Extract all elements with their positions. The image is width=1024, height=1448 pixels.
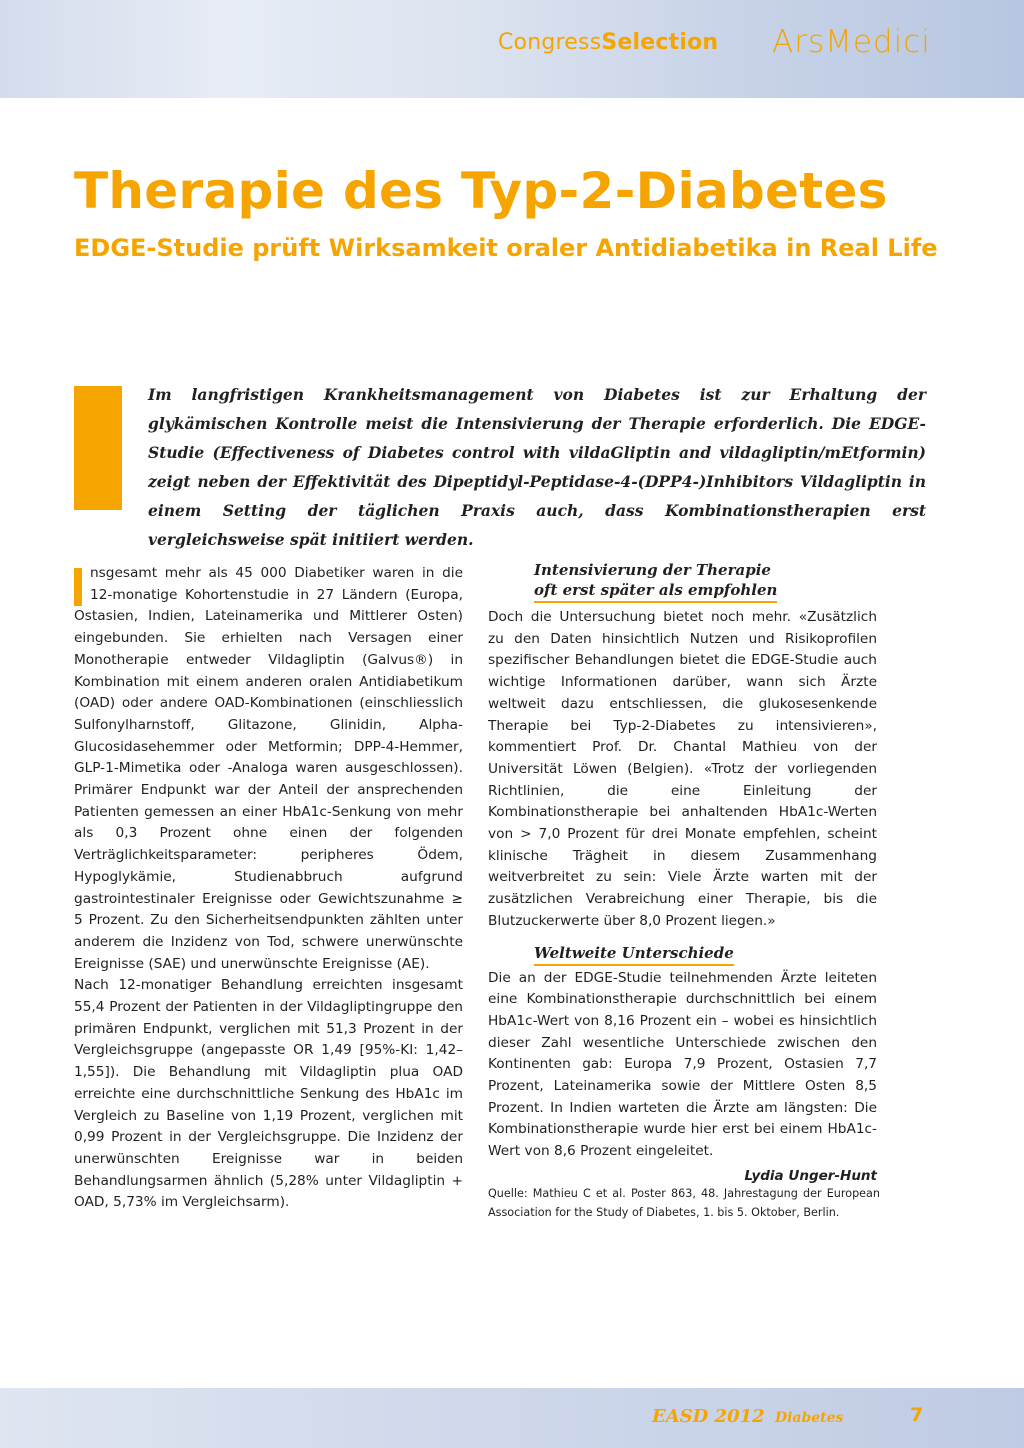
body-paragraph (74, 563, 463, 975)
left-column (74, 563, 463, 1214)
body-paragraph: Nach 12-monatiger Behandlung erreichten insgesamt 55,4 Prozent der Patienten in der Vildagliptingruppe den primären Endpunkt, verglichen mit 51,3 Prozent in der Vergleichsgruppe (angepasste OR 1,49 [95%-KI: 1,42–1,55]). Die Behandlung mit Vildagliptin plua OAD erreichte eine durchschnittliche Senkung des HbA1c im Vergleich zu Baseline von 1,19 Prozent, verglichen mit 0,99 Prozent in der Vergleichsgruppe. Die Inzidenz der unerwünschten Ereignisse war in beiden Behandlungsarmen ähnlich (5,28% unter Vildagliptin + OAD, 5,73% im Vergleichsarm). (74, 977, 463, 1211)
dropcap-bar (74, 568, 82, 606)
body-paragraph: Doch die Untersuchung bietet noch mehr. «Zusätzlich zu den Daten hinsichtlich Nutzen und Risikoprofilen spezifischer Behandlungen bietet die EDGE-Studie auch wichtige Informationen darüber, wann sich Ärzte weltweit dazu entschliessen, die glukosesenkende Therapie bei Typ-2-Diabetes zu intensivieren», kommentiert Prof. Dr. Chantal Mathieu von der Universität Löwen (Belgien). «Trotz der vorliegenden Richtlinien, die eine Einleitung der Kombinationstherapie bei anhaltenden HbA1c-Werten von > 7,0 Prozent für drei Monate empfehlen, scheint klinische Trägheit in diesem Zusammenhang weitverbreitet zu sein: Viele Ärzte warten mit der zusätzlichen Verabreichung einer Therapie, bis die Blutzuckerwerte über 8,0 Prozent liegen.» (488, 609, 877, 929)
lead-accent-bar (74, 386, 122, 510)
section-heading-line: Intensivierung der Therapie (534, 561, 771, 579)
author-name: Lydia Unger-Hunt (744, 1167, 877, 1184)
section-heading-weltweit: Weltweite Unterschiede (534, 943, 734, 966)
right-column (488, 560, 877, 1188)
section-heading-line: oft erst später als empfohlen (534, 581, 778, 599)
source-citation: Quelle: Mathieu C et al. Poster 863, 48. Jahrestagung der European Association for the Study of Diabetes, 1. bis 5. Oktober, Berlin. (488, 1187, 880, 1219)
lead-paragraph: Im langfristigen Krankheitsmanagement von Diabetes ist zur Erhaltung der glykämischen Kontrolle meist die Intensivierung der Therapie erforderlich. Die EDGE-Studie (Effectiveness of Diabetes control with vildaGliptin and vildagliptin/mEtformin) zeigt neben der Effektivität des Dipeptidyl-Peptidase-4-(DPP4-)Inhibitors Vildagliptin in einem Setting der täglichen Praxis auch, dass Kombinationstherapien erst vergleichsweise spät initiiert werden. (148, 385, 926, 549)
header-label-congress: Congress (498, 30, 602, 55)
page-number: 7 (910, 1404, 924, 1426)
article-title: Therapie des Typ-2-Diabetes (74, 162, 888, 220)
body-paragraph: Die an der EDGE-Studie teilnehmenden Ärzte leiteten eine Kombinationstherapie durchschnittlich bei einem HbA1c-Wert von 8,16 Prozent ein – wobei es hinsichtlich dieser Zahl wesentliche Unterschiede zwischen den Kontinenten gab: Europa 7,9 Prozent, Ostasien 7,7 Prozent, Lateinamerika sowie der Mittlere Osten 8,5 Prozent. In Indien warteten die Ärzte am längsten: Die Kombinationstherapie wurde hier erst bei einem HbA1c-Wert von 8,6 Prozent eingeleitet. (488, 969, 877, 1160)
footer-label-topic: Diabetes (774, 1410, 844, 1426)
header-label-selection: Selection (601, 30, 719, 55)
brand-logo: ArsMedici (772, 24, 931, 60)
footer-label-event: EASD 2012 (652, 1406, 765, 1427)
footer-label (652, 1406, 843, 1427)
header-label (498, 30, 718, 55)
section-heading-intensivierung (534, 560, 777, 603)
footer-band (0, 1388, 1024, 1448)
article-subtitle: EDGE-Studie prüft Wirksamkeit oraler Antidiabetika in Real Life (74, 234, 938, 262)
body-paragraph-text: nsgesamt mehr als 45 000 Diabetiker waren in die 12-monatige Kohortenstudie in 27 Ländern (Europa, Ostasien, Indien, Lateinamerika und Mittlerer Osten) eingebunden. Sie erhielten nach Versagen einer Monotherapie entweder Vildagliptin (Galvus®) in Kombination mit einem anderen oralen Antidiabetikum (OAD) oder andere OAD-Kombinationen (einschliesslich Sulfonylharnstoff, Glitazone, Glinidin, Alpha-Glucosidasehemmer oder Metformin; DPP-4-Hemmer, GLP-1-Mimetika oder -Analoga waren ausgeschlossen). Primärer Endpunkt war der Anteil der ansprechenden Patienten gemessen an einer HbA1c-Senkung von mehr als 0,3 Prozent ohne einen der folgenden Verträglichkeitsparameter: peripheres Ödem, Hypoglykämie, Studienabbruch aufgrund gastrointestinaler Ereignisse oder Gewichtszunahme ≥ 5 Prozent. Zu den Sicherheitsendpunkten zählten unter anderem die Inzidenz von Tod, schwere unerwünschte Ereignisse (SAE) und unerwünschte Ereignisse (AE). (74, 565, 463, 972)
